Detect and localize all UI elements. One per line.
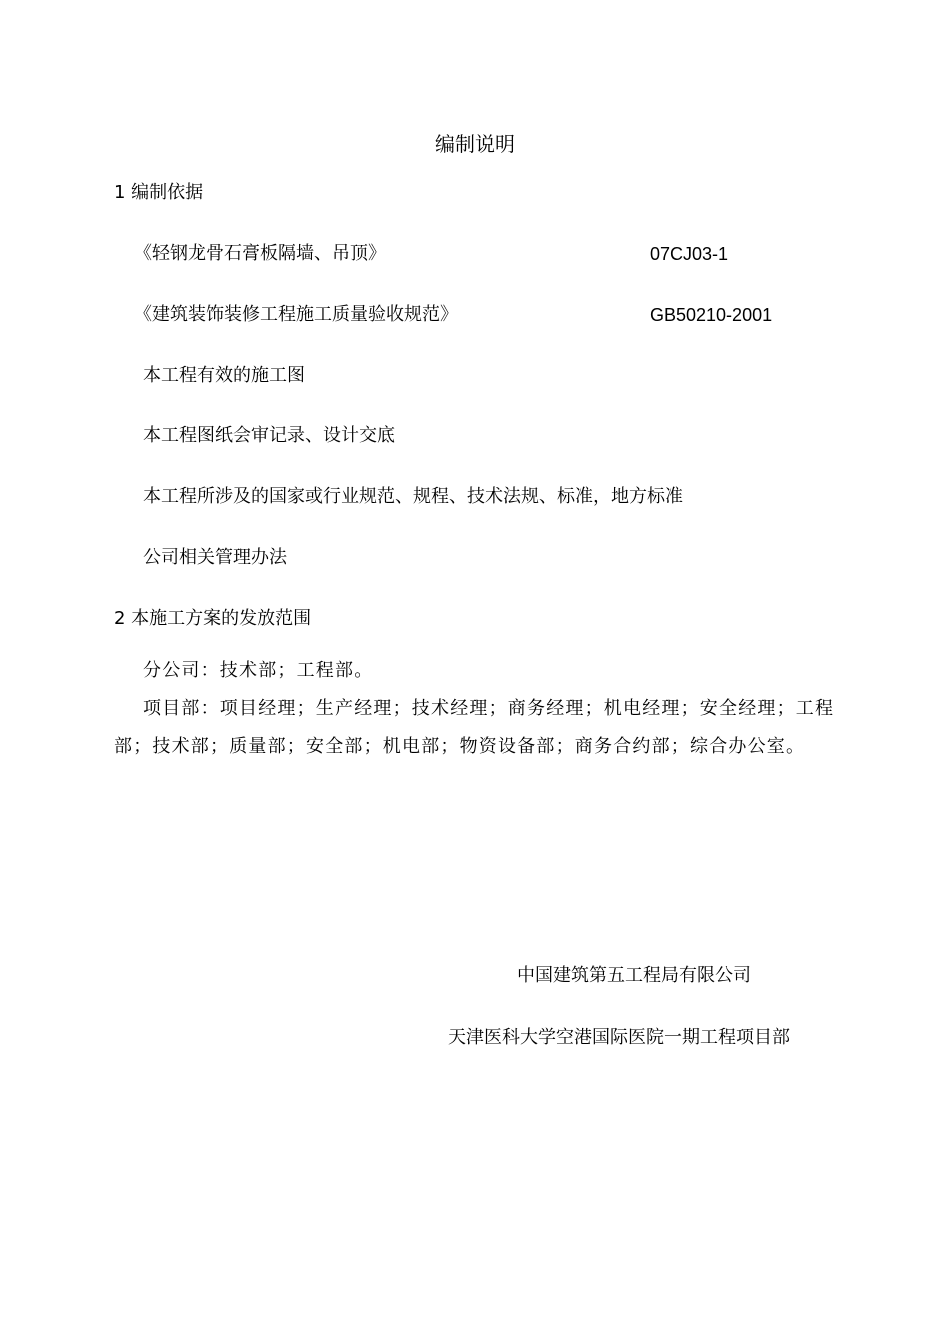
basis-name-1: 《轻钢龙骨石膏板隔墙、吊顶》 xyxy=(134,243,386,264)
page-title: 编制说明 xyxy=(435,132,515,156)
distribution-branch: 分公司：技术部；工程部。 xyxy=(143,660,374,681)
section-2-heading: 2 本施工方案的发放范围 xyxy=(114,608,312,629)
basis-item-3: 本工程所涉及的国家或行业规范、规程、技术法规、标准，地方标准 xyxy=(143,486,683,507)
basis-item-2: 本工程图纸会审记录、设计交底 xyxy=(143,425,395,446)
basis-name-2: 《建筑装饰装修工程施工质量验收规范》 xyxy=(134,304,458,325)
basis-code-1: 07CJ03-1 xyxy=(650,244,729,264)
section-1-heading: 1 编制依据 xyxy=(114,182,204,203)
signature-company: 中国建筑第五工程局有限公司 xyxy=(517,965,751,986)
basis-item-1: 本工程有效的施工图 xyxy=(143,365,305,386)
basis-code-2: GB50210-2001 xyxy=(650,305,773,325)
distribution-project: 项目部：项目经理；生产经理；技术经理；商务经理；机电经理；安全经理；工程部；技术部；质量部；安全部；机电部；物资设备部；商务合约部；综合办公室。 xyxy=(114,698,835,757)
basis-item-4: 公司相关管理办法 xyxy=(143,547,287,568)
signature-department: 天津医科大学空港国际医院一期工程项目部 xyxy=(448,1027,790,1048)
